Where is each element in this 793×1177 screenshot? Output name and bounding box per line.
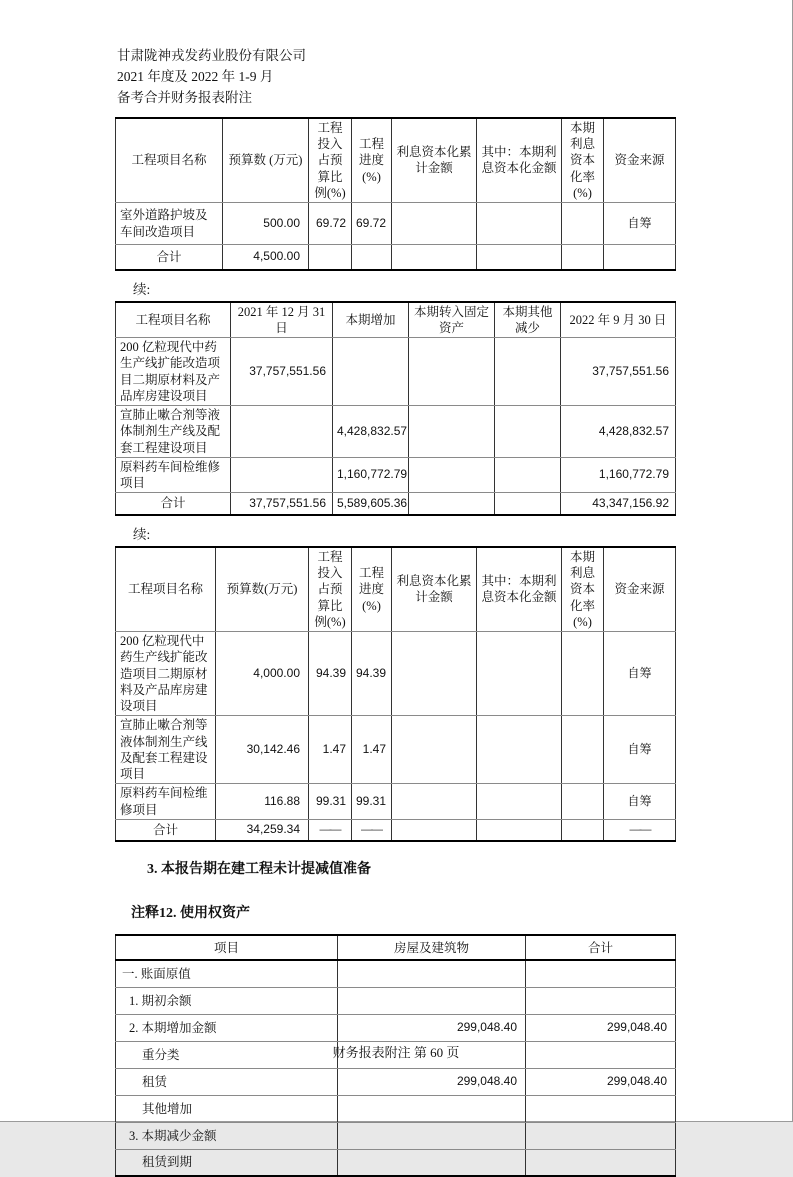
table-cell bbox=[526, 987, 676, 1014]
table-cell: 租赁到期 bbox=[116, 1149, 338, 1176]
column-header: 本期转入固定资产 bbox=[409, 302, 495, 338]
table-cell bbox=[526, 1095, 676, 1122]
table-header-row bbox=[116, 118, 676, 203]
column-header: 利息资本化累计金额 bbox=[392, 547, 477, 632]
table-cell bbox=[392, 784, 477, 820]
column-header: 2022 年 9 月 30 日 bbox=[561, 302, 676, 338]
table-cell: 34,259.34 bbox=[216, 819, 309, 841]
table-cell bbox=[231, 457, 333, 493]
table-cell bbox=[409, 338, 495, 406]
continued-label: 续: bbox=[133, 281, 151, 297]
table-row bbox=[116, 987, 676, 1014]
table-cell: 299,048.40 bbox=[526, 1068, 676, 1095]
table-cell: 自筹 bbox=[604, 784, 676, 820]
table-cell: 94.39 bbox=[352, 632, 392, 716]
table-cell: 4,500.00 bbox=[223, 245, 309, 270]
column-header: 项目 bbox=[116, 935, 338, 960]
report-period: 2021 年度及 2022 年 1-9 月 bbox=[117, 68, 274, 84]
table-cell bbox=[477, 819, 562, 841]
table-cell: 5,589,605.36 bbox=[333, 493, 409, 515]
table-cell: 4,428,832.57 bbox=[333, 406, 409, 458]
table-cell bbox=[338, 960, 526, 987]
table-cell: 租赁 bbox=[116, 1068, 338, 1095]
table-cell: 99.31 bbox=[309, 784, 352, 820]
table-cell bbox=[562, 819, 604, 841]
table-row bbox=[116, 1122, 676, 1149]
table-cell: 500.00 bbox=[223, 203, 309, 245]
table-cell: 宣肺止嗽合剂等液体制剂生产线及配套工程建设项目 bbox=[116, 716, 216, 784]
table-row bbox=[116, 1068, 676, 1095]
table-cell: 4,428,832.57 bbox=[561, 406, 676, 458]
table-cell: 其他增加 bbox=[116, 1095, 338, 1122]
table-cell bbox=[562, 632, 604, 716]
column-header: 利息资本化累计金额 bbox=[392, 118, 477, 203]
table-cell: 1.47 bbox=[352, 716, 392, 784]
table-cell bbox=[409, 493, 495, 515]
column-header: 预算数(万元) bbox=[216, 547, 309, 632]
table-cell: 合计 bbox=[116, 819, 216, 841]
table-row bbox=[116, 960, 676, 987]
table-cell bbox=[604, 245, 676, 270]
table-header-row bbox=[116, 935, 676, 960]
table-cell bbox=[392, 716, 477, 784]
table-cell bbox=[562, 245, 604, 270]
table-header-row bbox=[116, 547, 676, 632]
table-cell bbox=[477, 632, 562, 716]
table-cell: 自筹 bbox=[604, 203, 676, 245]
column-header: 2021 年 12 月 31 日 bbox=[231, 302, 333, 338]
table-cell: —— bbox=[309, 819, 352, 841]
column-header: 工程项目名称 bbox=[116, 547, 216, 632]
table-cell: —— bbox=[352, 819, 392, 841]
table-cell bbox=[338, 1095, 526, 1122]
table-row bbox=[116, 716, 676, 784]
column-header: 预算数 (万元) bbox=[223, 118, 309, 203]
table-cell bbox=[477, 716, 562, 784]
table-cell bbox=[495, 457, 561, 493]
table-cell: 99.31 bbox=[352, 784, 392, 820]
column-header: 本期利息资本化率(%) bbox=[562, 118, 604, 203]
table-cell: 1. 期初余额 bbox=[116, 987, 338, 1014]
column-header: 房屋及建筑物 bbox=[338, 935, 526, 960]
table-cell bbox=[392, 632, 477, 716]
table-cell: 116.88 bbox=[216, 784, 309, 820]
table-row bbox=[116, 493, 676, 515]
table-cell: 自筹 bbox=[604, 632, 676, 716]
table-row bbox=[116, 1095, 676, 1122]
table-cell bbox=[338, 1122, 526, 1149]
table-cell bbox=[562, 203, 604, 245]
table-cell: 原料药车间检维修项目 bbox=[116, 457, 231, 493]
table-cell: 原料药车间检维修项目 bbox=[116, 784, 216, 820]
document-header bbox=[0, 0, 792, 109]
table-cell bbox=[409, 457, 495, 493]
table-header-row bbox=[116, 302, 676, 338]
column-header: 本期利息资本化率(%) bbox=[562, 547, 604, 632]
table-row bbox=[116, 457, 676, 493]
table-cell: 1,160,772.79 bbox=[333, 457, 409, 493]
table-cell bbox=[526, 1122, 676, 1149]
cip-budget-table-top bbox=[115, 117, 676, 271]
table-cell bbox=[333, 338, 409, 406]
table-cell: 94.39 bbox=[309, 632, 352, 716]
table-cell: 37,757,551.56 bbox=[561, 338, 676, 406]
column-header: 其中：本期利息资本化金额 bbox=[477, 547, 562, 632]
table-cell bbox=[309, 245, 352, 270]
section-heading: 3. 本报告期在建工程未计提减值准备 bbox=[147, 862, 371, 878]
table-cell bbox=[231, 406, 333, 458]
table-cell bbox=[562, 784, 604, 820]
column-header: 本期增加 bbox=[333, 302, 409, 338]
page-footer: 财务报表附注 第 60 页 bbox=[332, 1045, 460, 1060]
column-header: 资金来源 bbox=[604, 118, 676, 203]
table-cell bbox=[409, 406, 495, 458]
table-row bbox=[116, 784, 676, 820]
table-cell: 4,000.00 bbox=[216, 632, 309, 716]
table-cell: 室外道路护坡及车间改造项目 bbox=[116, 203, 223, 245]
table-cell bbox=[495, 406, 561, 458]
column-header: 工程投入占预算比例(%) bbox=[309, 547, 352, 632]
table-cell bbox=[338, 987, 526, 1014]
table-cell: 37,757,551.56 bbox=[231, 338, 333, 406]
cip-budget-table-continued bbox=[115, 546, 676, 843]
table-row bbox=[116, 338, 676, 406]
table-cell bbox=[495, 338, 561, 406]
table-cell bbox=[477, 245, 562, 270]
table-cell: 重分类 bbox=[116, 1041, 338, 1068]
report-title: 备考合并财务报表附注 bbox=[117, 89, 252, 105]
table-cell bbox=[477, 203, 562, 245]
table-cell bbox=[392, 819, 477, 841]
table-cell: 69.72 bbox=[352, 203, 392, 245]
table-row bbox=[116, 1149, 676, 1176]
table-cell: —— bbox=[604, 819, 676, 841]
table-cell: 合计 bbox=[116, 245, 223, 270]
column-header: 资金来源 bbox=[604, 547, 676, 632]
table-cell: 宣肺止嗽合剂等液体制剂生产线及配套工程建设项目 bbox=[116, 406, 231, 458]
table-cell: 299,048.40 bbox=[338, 1014, 526, 1041]
company-name: 甘肃陇神戎发药业股份有限公司 bbox=[117, 48, 306, 63]
table-cell bbox=[392, 203, 477, 245]
table-cell: 43,347,156.92 bbox=[561, 493, 676, 515]
table-row bbox=[116, 406, 676, 458]
table-cell: 30,142.46 bbox=[216, 716, 309, 784]
column-header: 其中：本期利息资本化金额 bbox=[477, 118, 562, 203]
table-cell: 69.72 bbox=[309, 203, 352, 245]
table-cell bbox=[562, 716, 604, 784]
column-header: 工程投入占预算比例(%) bbox=[309, 118, 352, 203]
column-header: 工程项目名称 bbox=[116, 118, 223, 203]
table-row bbox=[116, 203, 676, 245]
table-cell: 3. 本期减少金额 bbox=[116, 1122, 338, 1149]
table-cell: 一. 账面原值 bbox=[116, 960, 338, 987]
column-header: 工程进度(%) bbox=[352, 547, 392, 632]
table-cell: 299,048.40 bbox=[526, 1014, 676, 1041]
table-cell bbox=[526, 1149, 676, 1176]
table-row bbox=[116, 1014, 676, 1041]
column-header: 合计 bbox=[526, 935, 676, 960]
continued-label: 续: bbox=[133, 526, 151, 542]
table-row bbox=[116, 632, 676, 716]
table-cell: 299,048.40 bbox=[338, 1068, 526, 1095]
table-cell bbox=[352, 245, 392, 270]
table-cell: 自筹 bbox=[604, 716, 676, 784]
column-header: 工程进度(%) bbox=[352, 118, 392, 203]
table-cell: 1.47 bbox=[309, 716, 352, 784]
table-cell: 合计 bbox=[116, 493, 231, 515]
column-header: 本期其他减少 bbox=[495, 302, 561, 338]
table-cell bbox=[392, 245, 477, 270]
table-cell: 200 亿粒现代中药生产线扩能改造项目二期原材料及产品库房建设项目 bbox=[116, 632, 216, 716]
table-cell bbox=[526, 960, 676, 987]
note-heading: 注释12. 使用权资产 bbox=[131, 906, 250, 922]
cip-movement-table bbox=[115, 301, 676, 516]
column-header: 工程项目名称 bbox=[116, 302, 231, 338]
table-cell: 2. 本期增加金额 bbox=[116, 1014, 338, 1041]
table-row bbox=[116, 819, 676, 841]
table-cell bbox=[477, 784, 562, 820]
table-row bbox=[116, 245, 676, 270]
table-cell: 200 亿粒现代中药生产线扩能改造项目二期原材料及产品库房建设项目 bbox=[116, 338, 231, 406]
table-cell: 37,757,551.56 bbox=[231, 493, 333, 515]
table-cell: 1,160,772.79 bbox=[561, 457, 676, 493]
table-cell bbox=[495, 493, 561, 515]
table-cell bbox=[338, 1149, 526, 1176]
